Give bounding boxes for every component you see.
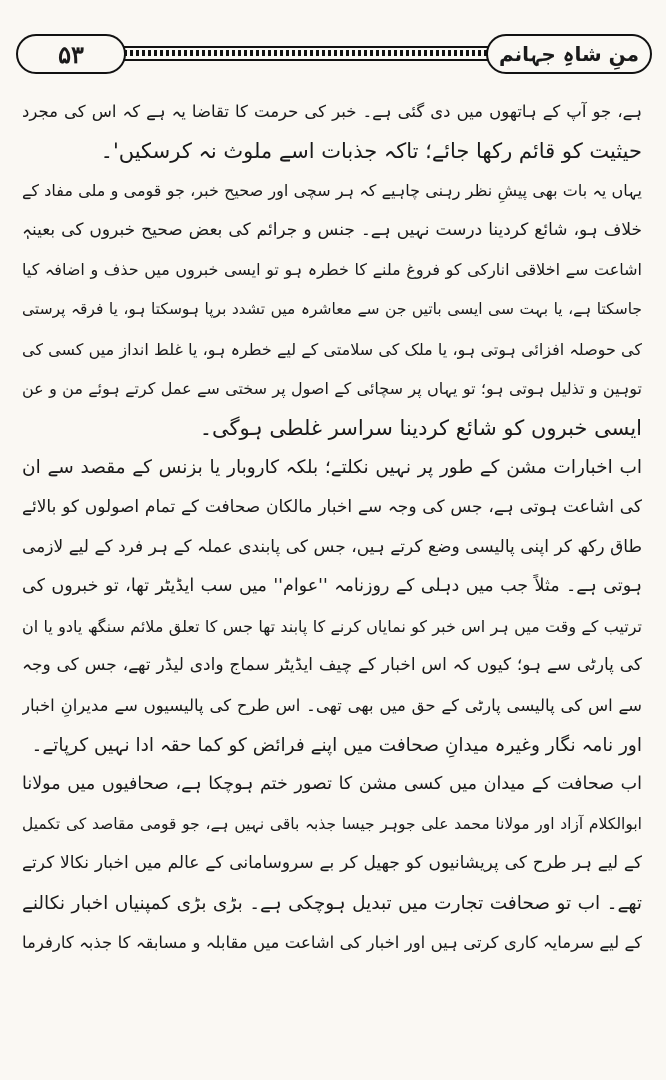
text-line: اب اخبارات مشن کے طور پر نہیں نکلتے؛ بلکہ کاروبار یا بزنس کے مقصد سے ان	[22, 457, 642, 479]
text-line: خلاف ہو، شائع کردینا درست نہیں ہے۔ جنس و جرائم کی بعض صحیح خبروں کی بعینہٖ	[22, 219, 642, 240]
text-line: کی حوصلہ افزائی ہوتی ہو، یا ملک کی سلامتی کے لیے خطرہ ہو، یا غلط انداز میں کسی کی	[22, 339, 642, 359]
text-line: کے لیے سرمایہ کاری کرتی ہیں اور اخبار کی اشاعت میں مقابلہ و مسابقہ کا جذبہ کارفرما	[22, 933, 642, 953]
body-text	[22, 92, 642, 963]
text-line: تھے۔ اب تو صحافت تجارت میں تبدیل ہوچکی ہے۔ بڑی بڑی کمپنیاں اخبار نکالنے	[22, 892, 642, 914]
text-line: ایسی خبروں کو شائع کردینا سراسر غلطی ہوگی۔	[199, 415, 642, 440]
text-line: کی پارٹی سے ہو؛ کیوں کہ اس اخبار کے چیف ایڈیٹر سماج وادی لیڈر تھے، جس کی وجہ	[22, 655, 642, 676]
text-line: طاق رکھ کر اپنی پالیسی وضع کرتے ہیں، جس کی پابندی عملہ کے ہر فرد کے لیے لازمی	[22, 536, 642, 557]
text-line: ترتیب کے وقت میں ہر اس خبر کو نمایاں کرنے کا پابند تھا جس کا تعلق ملائم سنگھ یادو یا ان	[22, 616, 642, 636]
page-number: ۵۳	[16, 34, 126, 74]
text-line: توہین و تذلیل ہوتی ہو؛ تو یہاں پر سچائی کے اصول پر سختی سے عمل کرتے ہوئے من و عن	[22, 379, 642, 399]
text-line: کے لیے ہر طرح کی پریشانیوں کو جھیل کر بے سروسامانی کے عالم میں اخبار نکالا کرتے	[22, 853, 642, 874]
text-line: سے اس کی پالیسی پارٹی کے حق میں بھی تھی۔ اس طرح کی پالیسیوں سے مدیرانِ اخبار	[22, 695, 642, 715]
text-line: اور نامہ نگار وغیرہ میدانِ صحافت میں اپنے فرائض کو کما حقہ ادا نہیں کرپاتے۔	[31, 734, 642, 756]
text-line: اب صحافت کے میدان میں کسی مشن کا تصور ختم ہوچکا ہے، صحافیوں میں مولانا	[22, 774, 642, 795]
text-line: اشاعت سے اخلاقی انارکی کو فروغ ملنے کا خطرہ ہو تو ایسی خبروں میں حذف و اضافہ کیا	[22, 260, 642, 280]
text-line: کی اشاعت ہوتی ہے، جس کی وجہ سے اخبار مالکان صحافت کے تمام اصولوں کو بالائے	[22, 496, 642, 517]
text-line: حیثیت کو قائم رکھا جائے؛ تاکہ جذبات اسے ملوث نہ کرسکیں'۔	[100, 138, 642, 163]
text-line: ہے، جو آپ کے ہاتھوں میں دی گئی ہے۔ خبر کی حرمت کا تقاضا یہ ہے کہ اس کی مجرد	[22, 102, 642, 121]
text-line: ابوالکلام آزاد اور مولانا محمد علی جوہر جیسا جذبہ باقی نہیں ہے، جو قومی مقاصد کی تکمیل	[22, 814, 642, 833]
header-ornamental-rule	[124, 46, 488, 62]
text-line: جاسکتا ہے، یا بہت سی ایسی باتیں جن سے معاشرہ میں تشدد برپا ہوسکتا ہو، یا فرقہ پرستی	[22, 299, 642, 318]
text-line: ہوتی ہے۔ مثلاً جب میں دہلی کے روزنامہ ''عوام'' میں سب ایڈیٹر تھا، تو خبروں کی	[22, 576, 642, 597]
text-line: یہاں یہ بات بھی پیشِ نظر رہنی چاہیے کہ ہر سچی اور صحیح خبر، جو قومی و ملی مفاد کے	[22, 181, 642, 201]
page-header	[12, 30, 652, 78]
book-title: منِ شاہِ جہانم	[486, 34, 652, 74]
